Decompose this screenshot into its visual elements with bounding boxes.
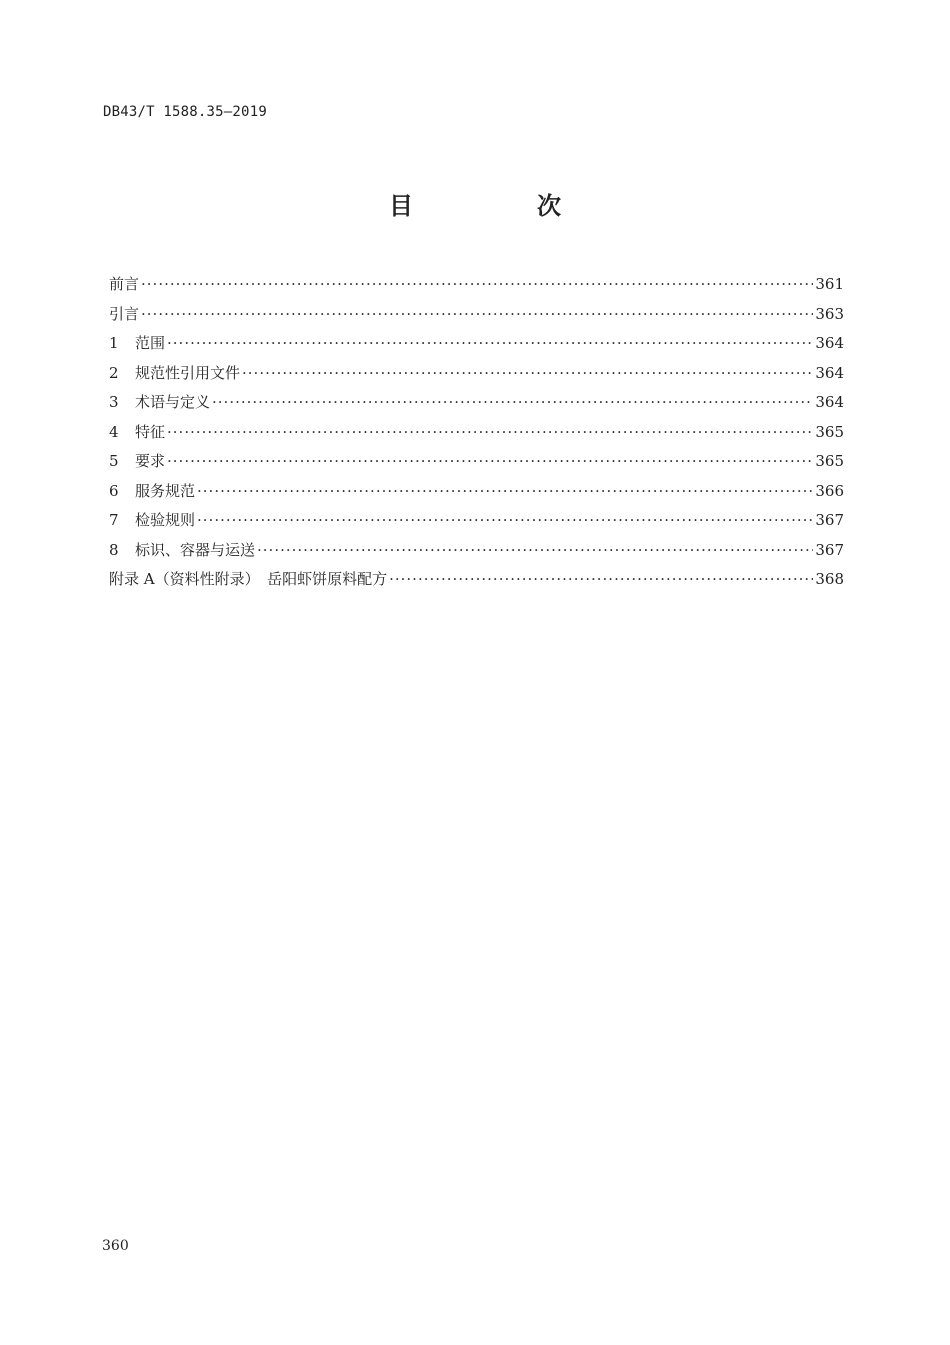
toc-entry-number: 3 (109, 393, 119, 411)
toc-entry-number: 2 (109, 363, 119, 382)
toc-entry-number: 8 (109, 540, 119, 559)
toc-entry-marking-containers-transport[interactable] (109, 538, 844, 568)
page-number: 360 (102, 1238, 129, 1254)
toc-entry-characteristics[interactable] (109, 420, 844, 450)
toc-leader-dots (167, 449, 813, 473)
toc-leader-dots (212, 390, 813, 414)
toc-entry-number: 1 (109, 334, 119, 352)
toc-leader-dots (242, 361, 813, 385)
toc-page-number: 364 (815, 334, 844, 352)
toc-entry-label: 特征 (135, 422, 166, 441)
toc-entry-label: 术语与定义 (135, 393, 211, 411)
toc-page-number: 364 (815, 363, 844, 382)
toc-entry-terms-definitions[interactable] (109, 390, 844, 420)
toc-entry-label: 规范性引用文件 (135, 363, 241, 382)
toc-page-number: 367 (815, 540, 844, 559)
toc-entry-label: 要求 (135, 452, 166, 470)
toc-entry-label: 服务规范 (135, 481, 196, 500)
toc-leader-dots (197, 479, 813, 503)
toc-entry-number: 4 (109, 422, 119, 441)
toc-entry-inspection-rules[interactable] (109, 508, 844, 538)
toc-leader-dots (141, 302, 813, 326)
toc-page-number: 365 (815, 452, 844, 470)
toc-entry-scope[interactable] (109, 331, 844, 361)
toc-leader-dots (167, 420, 813, 444)
toc-entry-label: 标识、容器与运送 (135, 540, 256, 559)
toc-entry-number: 7 (109, 511, 119, 529)
standard-code: DB43/T 1588.35—2019 (103, 104, 267, 120)
toc-entry-requirements[interactable] (109, 449, 844, 479)
toc-page-number: 363 (815, 304, 844, 323)
toc-entry-label: 附录 A（资料性附录） 岳阳虾饼原料配方 (109, 570, 388, 588)
toc-entry-normative-references[interactable] (109, 361, 844, 391)
toc-entry-service-specification[interactable] (109, 479, 844, 509)
toc-page-number: 367 (815, 511, 844, 529)
page-title: 目 次 (389, 192, 611, 220)
toc-page-number: 365 (815, 422, 844, 441)
toc-entry-appendix-a[interactable] (109, 567, 844, 597)
toc-leader-dots (257, 538, 813, 562)
table-of-contents (109, 272, 844, 597)
toc-entry-number: 5 (109, 452, 119, 470)
toc-entry-label: 前言 (109, 275, 140, 293)
toc-entry-label: 引言 (109, 304, 140, 323)
toc-entry-foreword[interactable] (109, 272, 844, 302)
toc-entry-label: 检验规则 (135, 511, 196, 529)
toc-leader-dots (197, 508, 813, 532)
toc-leader-dots (389, 567, 813, 591)
toc-entry-introduction[interactable] (109, 302, 844, 332)
toc-leader-dots (141, 272, 813, 296)
toc-page-number: 368 (815, 570, 844, 588)
toc-page-number: 361 (815, 275, 844, 293)
toc-page-number: 364 (815, 393, 844, 411)
toc-entry-number: 6 (109, 481, 119, 500)
toc-leader-dots (167, 331, 813, 355)
toc-entry-label: 范围 (135, 334, 166, 352)
toc-page-number: 366 (815, 481, 844, 500)
